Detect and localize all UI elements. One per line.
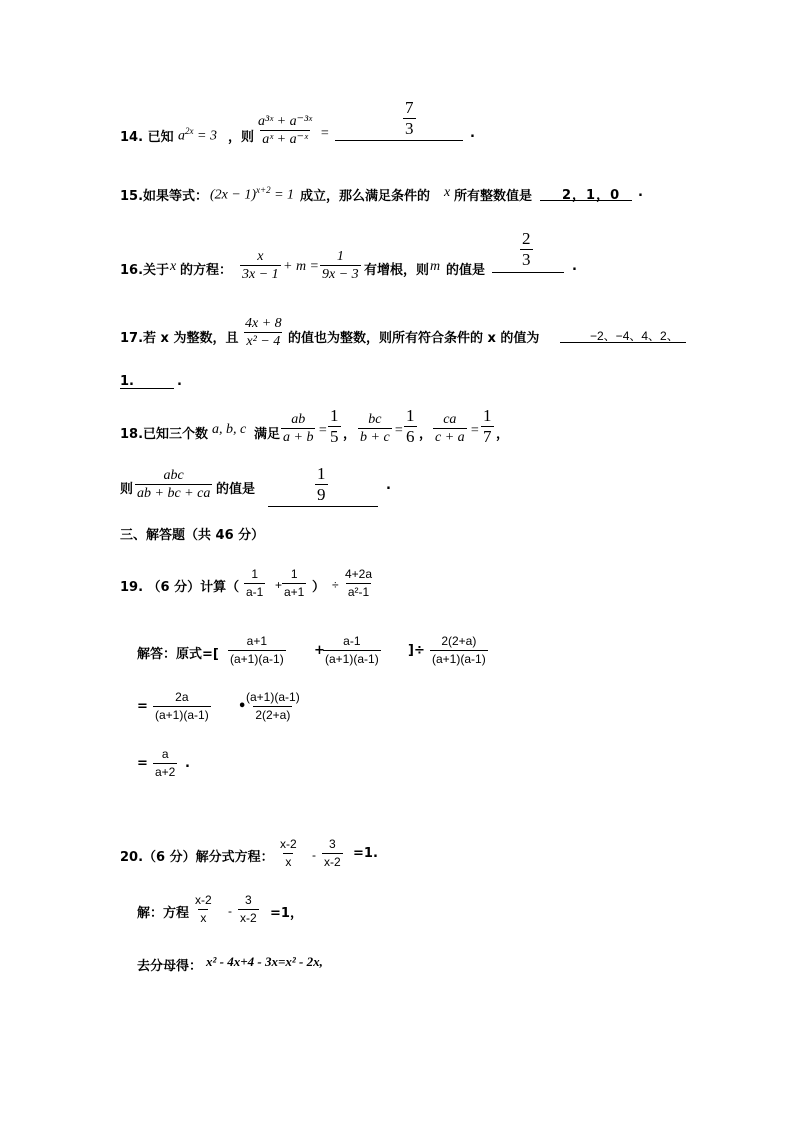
q14-label: 14. 已知 (120, 130, 174, 145)
q18-fraction-ab: $\frac{ab}{a + b}$ (283, 412, 314, 445)
q14-fraction: $\frac{\text{a³ˣ + a⁻³ˣ}}{\text{aˣ + a⁻ˣ}}$ (258, 114, 313, 147)
q18-fraction-bc: $\frac{bc}{b + c}$ (360, 412, 390, 445)
q16-text2: 有增根，则 (364, 263, 430, 278)
section-3-heading: 三、解答题（共 46 分） (120, 528, 265, 543)
q19-close: ） (312, 580, 326, 595)
q18-sep-1: ， (343, 427, 357, 442)
q19-fraction-2: $\frac{1}{a+1}$ (284, 567, 305, 599)
q17-text: 的值也为整数，则所有符合条件的 x 的值为 (288, 331, 540, 346)
q17-label: 17.若 x 为整数，且 (120, 331, 239, 346)
q17-end: . (177, 374, 182, 389)
q18-eq-1: = (318, 423, 328, 438)
q18-value-2: $\frac{1}{6}$ (406, 406, 415, 446)
q19-step2-dot: • (238, 699, 247, 714)
q16-text: 的方程： (180, 263, 233, 278)
q20-solution-label: 解：方程 (137, 906, 190, 921)
q18-sep-3: ， (496, 427, 510, 442)
q20-step-label: 去分母得： (137, 959, 203, 974)
q19-step1-fraction-3: $\frac{2(2+a)}{(a+1)(a-1)}$ (432, 634, 486, 666)
q16-label: 16.关于 (120, 263, 170, 278)
q16-var: x (170, 259, 177, 274)
q19-fraction-3: $\frac{4+2a}{\text{a²-1}}$ (345, 567, 373, 599)
q16-plus: + m = (283, 259, 320, 274)
q19-step1-fraction-1: $\frac{a+1}{(a+1)(a-1)}$ (230, 634, 284, 666)
q14-equals: = (320, 126, 330, 141)
q20-sol-fraction-1: $\frac{x-2}{x}$ (195, 893, 212, 925)
q14-comma: ，则 (228, 130, 255, 145)
q19-plus: + (275, 578, 283, 592)
q16-fraction-2: $\frac{1}{9x - 3}$ (322, 249, 359, 282)
q16-text3: 的值是 (446, 263, 486, 278)
q15-var: x (444, 185, 451, 200)
q19-step1-close: ]÷ (408, 643, 425, 658)
q16-m: m (430, 259, 441, 274)
q20-sol-fraction-2: $\frac{3}{x-2}$ (240, 893, 257, 925)
q17-answer-line2: 1. (120, 374, 134, 389)
q15-label: 15.如果等式： (120, 189, 209, 204)
q18-value-3: $\frac{1}{7}$ (483, 406, 492, 446)
q18-value-1: $\frac{1}{5}$ (330, 406, 339, 446)
q20-step-equation: x² - 4x+4 - 3x=x² - 2x, (206, 954, 323, 969)
q18-fraction-ca: $\frac{ca}{c + a}$ (435, 412, 465, 445)
q17-answer: −2、−4、4、2、 (590, 329, 679, 343)
q17-answer-underline-2 (120, 388, 174, 389)
q15-expression: $(2x - 1)^{x+2} = 1$ (210, 185, 295, 203)
q20-fraction-1: $\frac{x-2}{x}$ (280, 837, 297, 869)
q18-answer-underline (268, 506, 378, 507)
q19-step2-eq: = (137, 699, 148, 714)
q17-answer-underline (560, 342, 686, 343)
q20-label: 20.（6 分）解分式方程： (120, 850, 274, 865)
q16-end: . (572, 259, 577, 274)
q16-answer: $\frac{2}{3}$ (522, 229, 531, 269)
q19-end: . (185, 756, 190, 771)
q16-fraction-1: $\frac{x}{3x - 1}$ (242, 249, 279, 282)
q18-fraction-abc: abc ab + bc + ca (137, 468, 211, 501)
q18-label: 18.已知三个数 (120, 427, 209, 442)
q17-fraction: $\frac{4x + 8}{\text{x² − 4}}$ (245, 316, 282, 349)
q19-fraction-1: $\frac{1}{a-1}$ (246, 567, 264, 599)
q19-step1-plus: + (314, 643, 325, 658)
q19-divide: ÷ (332, 578, 339, 592)
q18-vars: a, b, c (212, 422, 247, 437)
q19-step1-fraction-2: $\frac{a-1}{(a+1)(a-1)}$ (325, 634, 379, 666)
q18-eq-3: = (470, 423, 480, 438)
q15-text2: 所有整数值是 (454, 189, 533, 204)
q18-text: 满足 (254, 427, 281, 442)
q14-answer-underline (335, 140, 463, 141)
q19-result-fraction: $\frac{a}{a+2}$ (155, 747, 176, 779)
q18-end: . (386, 478, 391, 493)
q19-solution-label: 解答：原式=[ (137, 647, 219, 662)
q20-eq: =1. (353, 846, 378, 861)
q14-end: . (470, 126, 475, 141)
q15-answer-underline (540, 200, 632, 201)
q20-minus: - (312, 848, 316, 862)
q18-line2-text: 的值是 (216, 482, 256, 497)
q18-sep-2: ， (419, 427, 433, 442)
q18-answer: $\frac{1}{9}$ (317, 464, 326, 504)
q19-step2-fraction-2: $\frac{(a+1)(a-1)}{2(2+a)}$ (246, 690, 300, 722)
q19-step3-eq: = (137, 756, 148, 771)
q14-answer: $\frac{7}{3}$ (405, 98, 414, 138)
q16-answer-underline (492, 272, 564, 273)
q18-eq-2: = (394, 423, 404, 438)
q19-label: 19. （6 分）计算（ (120, 580, 240, 595)
q15-answer: 2，1，0 (562, 188, 621, 203)
q20-sol-eq: =1， (270, 906, 303, 921)
q20-fraction-2: $\frac{3}{x-2}$ (324, 837, 341, 869)
q15-text: 成立，那么满足条件的 (300, 189, 431, 204)
q18-line2-label: 则 (120, 482, 134, 497)
q14-condition: $a^{2x} = 3$ (178, 126, 217, 144)
q20-sol-minus: - (228, 904, 232, 918)
q15-end: . (638, 185, 643, 200)
q19-step2-fraction-1: $\frac{2a}{(a+1)(a-1)}$ (155, 690, 209, 722)
